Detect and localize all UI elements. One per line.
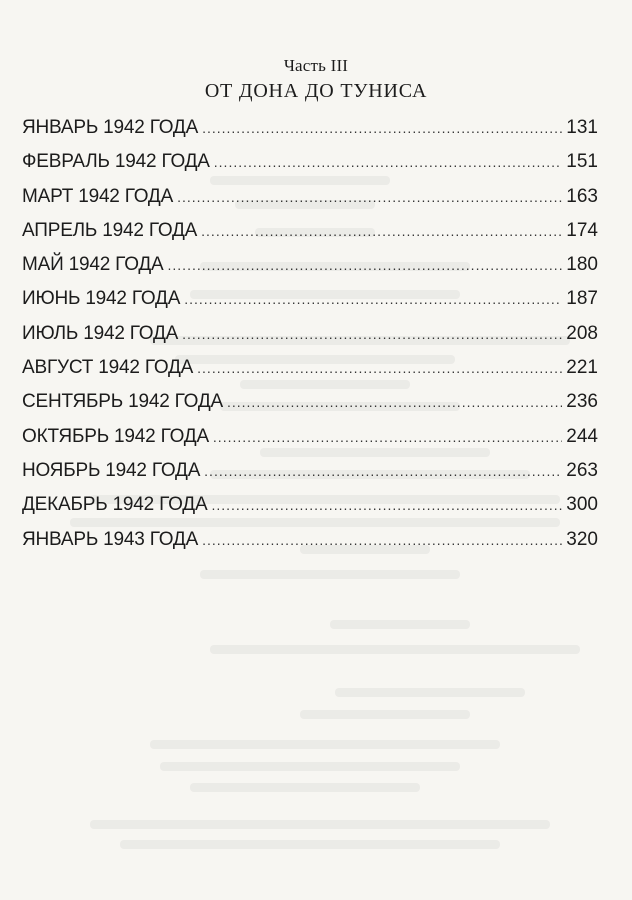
toc-entry — [22, 323, 598, 357]
toc-entry-page: 320 — [566, 528, 598, 550]
toc-entry-page: 180 — [566, 254, 598, 276]
toc-leader-dots — [184, 291, 562, 307]
toc-leader-dots — [177, 189, 562, 205]
part-heading: Часть III — [283, 56, 349, 75]
toc-entry-page: 163 — [566, 185, 598, 207]
toc-entry — [22, 117, 598, 151]
toc-leader-dots — [197, 360, 562, 376]
toc-entry-page: 221 — [566, 357, 598, 379]
toc-entry-label: АВГУСТ 1942 ГОДА — [22, 357, 194, 379]
toc-entry — [22, 529, 598, 563]
toc-entry-page: 244 — [566, 425, 598, 447]
toc-entry-page: 187 — [566, 288, 598, 310]
toc-entry — [22, 391, 598, 425]
toc-entry-page: 131 — [566, 117, 598, 138]
toc-entry — [22, 288, 598, 322]
toc-entry — [22, 254, 598, 288]
toc-entry-page: 263 — [566, 459, 598, 481]
toc-entry — [22, 460, 598, 494]
toc-leader-dots — [204, 463, 562, 479]
toc-entry-label: АПРЕЛЬ 1942 ГОДА — [22, 219, 198, 241]
toc-entry-label: ДЕКАБРЬ 1942 ГОДА — [22, 494, 208, 516]
table-of-contents — [22, 117, 598, 563]
toc-entry-label: МАЙ 1942 ГОДА — [22, 254, 164, 276]
toc-entry — [22, 151, 598, 185]
toc-entry-label: НОЯБРЬ 1942 ГОДА — [22, 459, 201, 481]
toc-entry — [22, 357, 598, 391]
toc-leader-dots — [168, 257, 563, 273]
toc-entry-label: ФЕВРАЛЬ 1942 ГОДА — [22, 151, 210, 173]
toc-entry — [22, 186, 598, 220]
toc-entry-page: 174 — [566, 219, 598, 241]
toc-entry — [22, 494, 598, 528]
toc-leader-dots — [201, 223, 562, 239]
toc-entry-label: ЯНВАРЬ 1942 ГОДА — [22, 117, 199, 138]
toc-entry-page: 236 — [566, 391, 598, 413]
toc-leader-dots — [202, 532, 562, 548]
toc-entry-label: СЕНТЯБРЬ 1942 ГОДА — [22, 391, 223, 413]
toc-leader-dots — [214, 154, 563, 170]
toc-leader-dots — [182, 326, 562, 342]
toc-entry-page: 151 — [566, 151, 598, 173]
toc-leader-dots — [211, 497, 562, 513]
toc-entry — [22, 220, 598, 254]
toc-entry-label: ИЮЛЬ 1942 ГОДА — [22, 322, 179, 344]
toc-entry-page: 300 — [566, 494, 598, 516]
toc-entry-label: ОКТЯБРЬ 1942 ГОДА — [22, 425, 209, 447]
toc-leader-dots — [227, 394, 562, 410]
toc-entry-label: ЯНВАРЬ 1943 ГОДА — [22, 528, 199, 550]
toc-leader-dots — [202, 120, 562, 136]
toc-entry-label: ИЮНЬ 1942 ГОДА — [22, 288, 181, 310]
toc-entry — [22, 426, 598, 460]
toc-entry-label: МАРТ 1942 ГОДА — [22, 185, 174, 207]
part-title: ОТ ДОНА ДО ТУНИСА — [204, 80, 428, 102]
toc-entry-page: 208 — [566, 322, 598, 344]
toc-leader-dots — [213, 429, 562, 445]
